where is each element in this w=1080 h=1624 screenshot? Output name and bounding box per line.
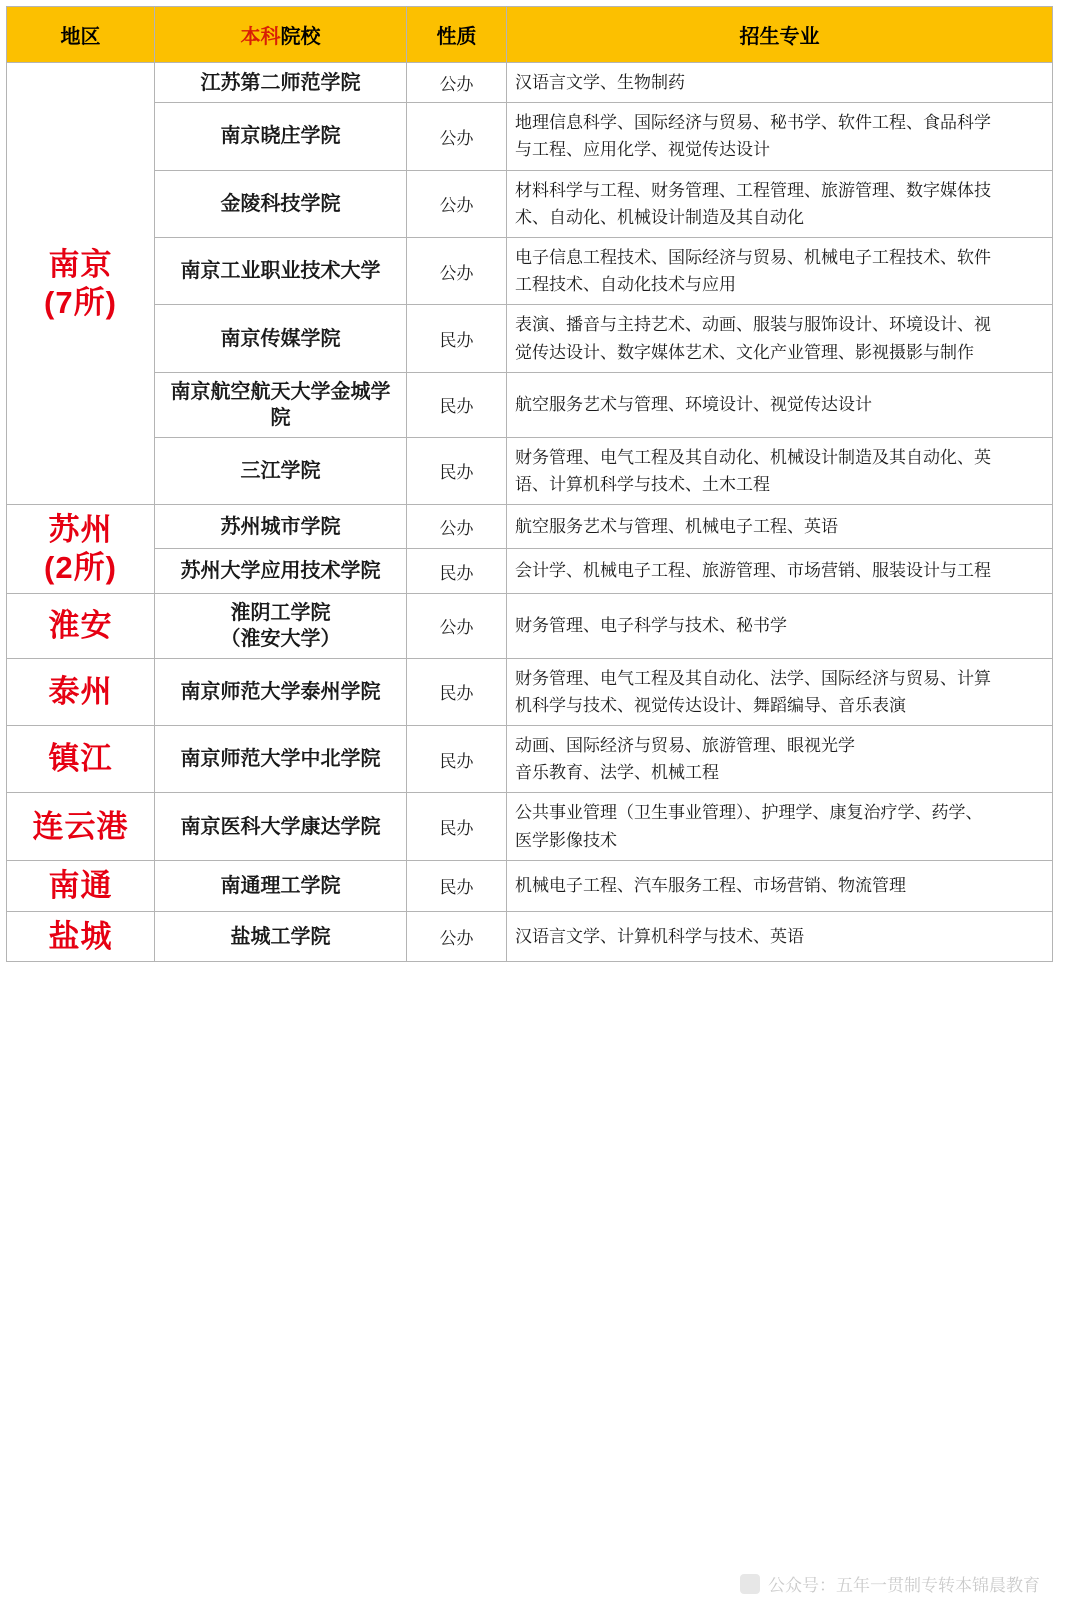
- school-type-cell: 民办: [407, 860, 507, 911]
- major-line: 觉传达设计、数字媒体艺术、文化产业管理、影视摄影与制作: [515, 342, 974, 362]
- school-name-cell: [155, 793, 407, 860]
- header-region: 地区: [7, 7, 155, 63]
- school-type-cell: 公办: [407, 237, 507, 304]
- majors-cell: [507, 593, 1053, 658]
- region-name: 苏州: [48, 512, 113, 548]
- school-type-cell: 公办: [407, 63, 507, 103]
- major-line: 与工程、应用化学、视觉传达设计: [515, 140, 770, 160]
- school-name-line: 苏州城市学院: [220, 515, 341, 538]
- majors-cell: [507, 658, 1053, 725]
- school-name-line: 南京工业职业技术大学: [180, 260, 381, 283]
- school-type-cell: 公办: [407, 911, 507, 962]
- region-cell: [7, 911, 155, 962]
- major-line: 财务管理、电气工程及其自动化、法学、国际经济与贸易、计算: [515, 668, 991, 688]
- school-name-cell: [155, 103, 407, 170]
- majors-cell: [507, 860, 1053, 911]
- table-body: [7, 63, 1053, 962]
- major-line: 动画、国际经济与贸易、旅游管理、眼视光学: [515, 736, 855, 756]
- school-name-line: 南京师范大学泰州学院: [180, 680, 381, 703]
- watermark: [740, 1571, 1040, 1596]
- school-name-line: （淮安大学）: [220, 627, 341, 650]
- school-type-cell: 民办: [407, 305, 507, 372]
- school-name-line: 淮阴工学院: [230, 601, 331, 624]
- majors-cell: [507, 170, 1053, 237]
- header-school: [155, 7, 407, 63]
- major-line: 航空服务艺术与管理、机械电子工程、英语: [515, 517, 838, 537]
- school-type-cell: 公办: [407, 170, 507, 237]
- school-name-line: 南京传媒学院: [220, 327, 341, 350]
- school-name-cell: [155, 63, 407, 103]
- region-count: (7所): [44, 284, 117, 320]
- majors-cell: [507, 372, 1053, 437]
- school-name-cell: [155, 305, 407, 372]
- school-name-line: 南京师范大学中北学院: [180, 748, 381, 771]
- header-major: 招生专业: [507, 7, 1053, 63]
- school-type-cell: 公办: [407, 593, 507, 658]
- majors-cell: [507, 237, 1053, 304]
- majors-cell: [507, 437, 1053, 504]
- table-row: [7, 860, 1053, 911]
- header-school-prefix: 本科: [240, 26, 281, 48]
- major-line: 公共事业管理（卫生事业管理）、护理学、康复治疗学、药学、: [515, 803, 983, 823]
- table-row: [7, 911, 1053, 962]
- school-name-cell: [155, 911, 407, 962]
- school-type-cell: 民办: [407, 658, 507, 725]
- region-cell: [7, 860, 155, 911]
- major-line: 医学影像技术: [515, 830, 617, 850]
- table-row: [7, 237, 1053, 304]
- major-line: 材料科学与工程、财务管理、工程管理、旅游管理、数字媒体技: [515, 180, 991, 200]
- table-row: [7, 793, 1053, 860]
- school-name-line: 南京晓庄学院: [220, 125, 341, 148]
- school-type-cell: 民办: [407, 372, 507, 437]
- school-type-cell: 民办: [407, 549, 507, 593]
- header-row: [7, 7, 1053, 63]
- major-line: 汉语言文学、计算机科学与技术、英语: [515, 926, 804, 946]
- region-cell: [7, 793, 155, 860]
- region-cell: [7, 726, 155, 793]
- table-row: [7, 505, 1053, 549]
- school-name-cell: [155, 237, 407, 304]
- major-line: 会计学、机械电子工程、旅游管理、市场营销、服装设计与工程: [515, 561, 991, 581]
- region-cell: [7, 593, 155, 658]
- school-name-line: 南通理工学院: [220, 874, 341, 897]
- table-row: [7, 658, 1053, 725]
- majors-cell: [507, 726, 1053, 793]
- table-header: [7, 7, 1053, 63]
- majors-cell: [507, 505, 1053, 549]
- table-row: [7, 726, 1053, 793]
- admissions-table: [6, 6, 1053, 962]
- majors-cell: [507, 63, 1053, 103]
- region-name: 泰州: [48, 673, 113, 709]
- table-row: [7, 170, 1053, 237]
- region-name: 镇江: [48, 741, 113, 777]
- region-name: 连云港: [32, 808, 129, 844]
- major-line: 航空服务艺术与管理、环境设计、视觉传达设计: [515, 395, 872, 415]
- watermark-text: 公众号：五年一贯制专转本锦晨教育: [768, 1576, 1040, 1595]
- school-name-line: 苏州大学应用技术学院: [180, 560, 381, 583]
- table-row: [7, 103, 1053, 170]
- major-line: 语、计算机科学与技术、土木工程: [515, 474, 770, 494]
- major-line: 地理信息科学、国际经济与贸易、秘书学、软件工程、食品科学: [515, 113, 991, 133]
- school-name-cell: [155, 372, 407, 437]
- region-name: 淮安: [48, 607, 113, 643]
- major-line: 工程技术、自动化技术与应用: [515, 275, 736, 295]
- watermark-badge-icon: [740, 1574, 760, 1594]
- table-row: [7, 593, 1053, 658]
- majors-cell: [507, 911, 1053, 962]
- school-name-line: 南京医科大学康达学院: [180, 815, 381, 838]
- school-name-line: 江苏第二师范学院: [200, 71, 361, 94]
- region-count: (2所): [44, 549, 117, 585]
- school-type-cell: 公办: [407, 103, 507, 170]
- school-name-line: 三江学院: [240, 459, 321, 482]
- majors-cell: [507, 793, 1053, 860]
- document-sheet: [0, 6, 1080, 1624]
- region-cell: [7, 658, 155, 725]
- majors-cell: [507, 305, 1053, 372]
- header-school-suffix: 院校: [280, 26, 321, 48]
- school-name-cell: [155, 860, 407, 911]
- major-line: 表演、播音与主持艺术、动画、服装与服饰设计、环境设计、视: [515, 315, 991, 335]
- major-line: 财务管理、电气工程及其自动化、机械设计制造及其自动化、英: [515, 447, 991, 467]
- major-line: 电子信息工程技术、国际经济与贸易、机械电子工程技术、软件: [515, 247, 991, 267]
- region-name: 盐城: [48, 918, 113, 954]
- school-type-cell: 公办: [407, 505, 507, 549]
- majors-cell: [507, 549, 1053, 593]
- school-name-cell: [155, 549, 407, 593]
- school-name-line: 盐城工学院: [230, 925, 331, 948]
- major-line: 机械电子工程、汽车服务工程、市场营销、物流管理: [515, 876, 906, 896]
- school-name-line: 金陵科技学院: [220, 192, 341, 215]
- school-name-cell: [155, 505, 407, 549]
- table-row: [7, 63, 1053, 103]
- school-type-cell: 民办: [407, 726, 507, 793]
- table-row: [7, 549, 1053, 593]
- school-name-line: 南京航空航天大学金城学院: [170, 380, 391, 429]
- major-line: 术、自动化、机械设计制造及其自动化: [515, 207, 804, 227]
- header-type: 性质: [407, 7, 507, 63]
- table-row: [7, 437, 1053, 504]
- major-line: 财务管理、电子科学与技术、秘书学: [515, 616, 787, 636]
- major-line: 汉语言文学、生物制药: [515, 73, 685, 92]
- school-name-cell: [155, 658, 407, 725]
- school-name-cell: [155, 437, 407, 504]
- region-cell: [7, 505, 155, 594]
- school-type-cell: 民办: [407, 437, 507, 504]
- majors-cell: [507, 103, 1053, 170]
- region-name: 南京: [48, 246, 113, 282]
- region-name: 南通: [48, 867, 113, 903]
- region-cell: [7, 63, 155, 505]
- table-row: [7, 372, 1053, 437]
- table-row: [7, 305, 1053, 372]
- school-name-cell: [155, 726, 407, 793]
- major-line: 机科学与技术、视觉传达设计、舞蹈编导、音乐表演: [515, 695, 906, 715]
- major-line: 音乐教育、法学、机械工程: [515, 763, 719, 783]
- school-type-cell: 民办: [407, 793, 507, 860]
- school-name-cell: [155, 170, 407, 237]
- school-name-cell: [155, 593, 407, 658]
